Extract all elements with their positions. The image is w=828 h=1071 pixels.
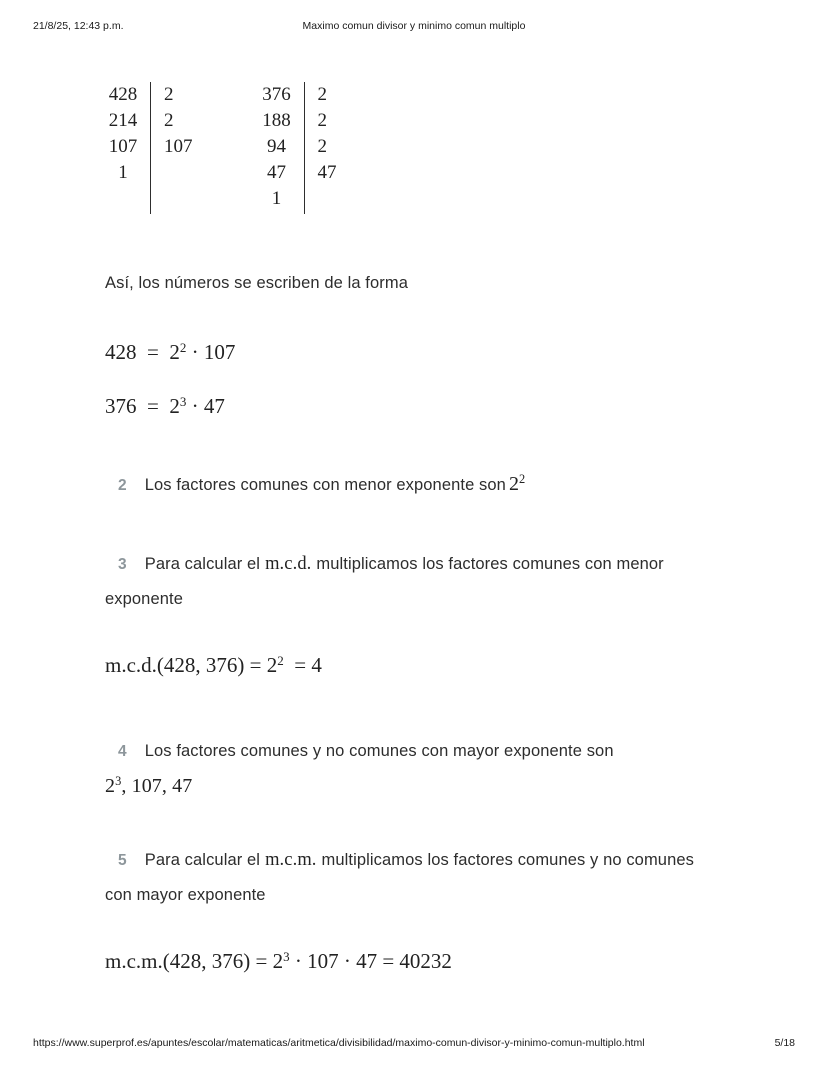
- exponent: 2: [179, 339, 187, 355]
- step-number: 2: [118, 477, 127, 494]
- exponent: 2: [519, 472, 526, 487]
- factor-cell: 188: [262, 110, 291, 131]
- inline-math: [509, 473, 525, 495]
- factor-cell: 94: [267, 136, 286, 157]
- formula-text: = 4: [283, 653, 322, 677]
- factor-cell: 214: [108, 110, 138, 131]
- formula-text: 428 = 2: [105, 340, 180, 364]
- step-3: [105, 547, 705, 616]
- exponent: 3: [115, 774, 122, 789]
- step-text: Los factores comunes con menor exponente son: [144, 476, 506, 494]
- factor-cell: 47: [267, 162, 286, 183]
- factor-table-428: [105, 82, 193, 214]
- formula-text: · 107 · 47 = 40232: [289, 949, 452, 973]
- factor-table-376: [259, 82, 339, 214]
- formula-text: · 47: [186, 394, 225, 418]
- step-5: [105, 843, 705, 912]
- factor-cell: 107: [164, 136, 193, 157]
- exponent: 3: [283, 948, 290, 964]
- exponent: 2: [277, 652, 284, 668]
- print-header: [0, 20, 828, 32]
- formula-text: 2: [508, 473, 520, 495]
- dividends-column: [105, 82, 141, 186]
- formula-text: m.c.d.(428, 376) = 2: [105, 653, 278, 677]
- document-content: [105, 72, 705, 974]
- exponent: 3: [179, 393, 187, 409]
- factor-cell: 2: [164, 84, 174, 105]
- print-datetime: 21/8/25, 12:43 p.m.: [33, 20, 124, 32]
- inline-math: m.c.m.: [265, 850, 317, 870]
- step-text: multiplicamos los factores comunes con menor exponente: [105, 555, 664, 608]
- step-text: Para calcular el: [144, 851, 261, 869]
- step-number: 3: [118, 556, 127, 573]
- factor-cell: 2: [317, 84, 327, 105]
- factor-cell: 47: [317, 162, 337, 183]
- factor-cell: 1: [271, 188, 282, 209]
- formula-text: , 107, 47: [121, 775, 193, 797]
- mcd-equation: [105, 652, 705, 678]
- equation-428: [105, 339, 705, 365]
- step-text: multiplicamos los factores comunes y no comunes con mayor exponente: [105, 851, 694, 904]
- formula-text: m.c.m.(428, 376) = 2: [105, 949, 284, 973]
- factor-cell: 1: [118, 162, 128, 183]
- factor-cell: 428: [108, 84, 138, 105]
- step-4: [105, 734, 705, 803]
- factor-cell: [164, 160, 193, 186]
- factor-cell: 376: [262, 84, 291, 105]
- step-text: Los factores comunes y no comunes con mayor exponente son: [144, 742, 614, 760]
- factor-cell: 2: [317, 110, 327, 131]
- divisors-column: [151, 82, 193, 186]
- factor-cell: 2: [164, 110, 174, 131]
- divisors-column: [305, 82, 339, 212]
- factorization-tables: [105, 82, 705, 214]
- factor-cell: 2: [317, 136, 327, 157]
- equation-376: [105, 393, 705, 419]
- intro-text: Así, los números se escriben de la forma: [105, 274, 408, 292]
- mcm-equation: [105, 948, 705, 974]
- step-number: 5: [118, 852, 127, 869]
- step-2: [105, 467, 705, 503]
- formula-text: · 107: [186, 340, 236, 364]
- inline-math: m.c.d.: [265, 554, 312, 574]
- factor-cell: 107: [108, 136, 138, 157]
- math-line: [105, 769, 705, 803]
- footer-url: https://www.superprof.es/apuntes/escolar/matematicas/aritmetica/divisibilidad/maximo-comun-divisor-y-minimo-comun-multiplo.html: [33, 1037, 645, 1049]
- footer-page-number: 5/18: [774, 1037, 795, 1049]
- formula-text: 376 = 2: [105, 394, 180, 418]
- step-text: Para calcular el: [144, 555, 261, 573]
- dividends-column: [259, 82, 295, 212]
- step-number: 4: [118, 743, 127, 760]
- print-title: Maximo comun divisor y minimo comun multiplo: [302, 20, 526, 32]
- factor-cell: [318, 186, 339, 212]
- formula-text: 2: [105, 775, 116, 797]
